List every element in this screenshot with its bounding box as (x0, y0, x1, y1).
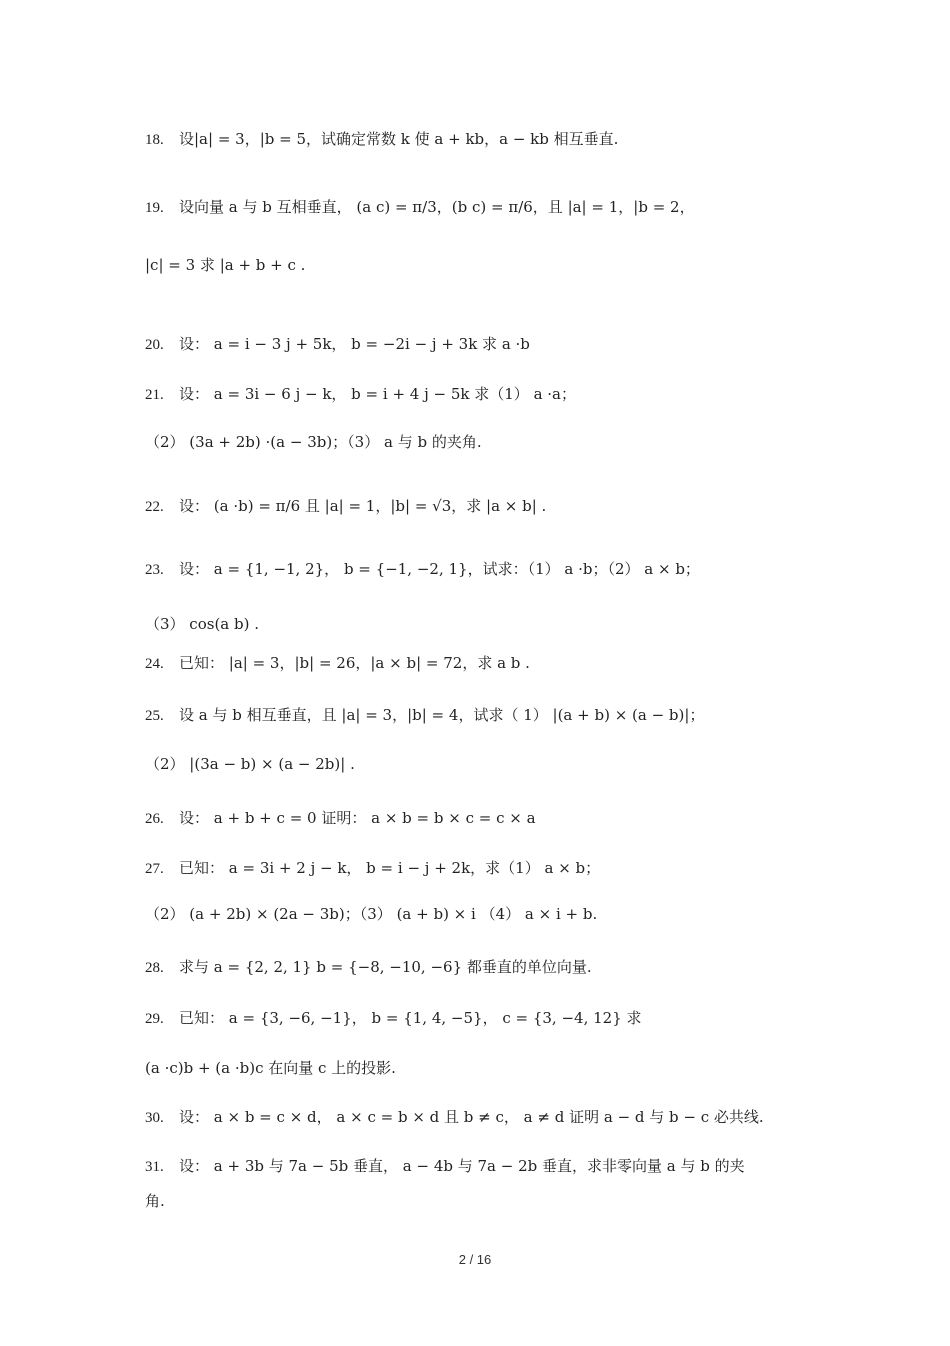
problem-28 (145, 956, 800, 979)
problem-23 (145, 558, 800, 581)
problem-number: 22. (145, 499, 164, 515)
problem-text: (a ·c)b + (a ·b)c 在向量 c 上的投影. (145, 1059, 396, 1077)
problem-text: （3） cos(a b) . (145, 615, 259, 633)
problem-text: 设： a + b + c = 0 证明： a × b = b × c = c × a (179, 809, 536, 827)
problem-27-cont (145, 903, 800, 925)
problem-number: 27. (145, 861, 164, 877)
problem-text: 已知： a = {3, −6, −1}， b = {1, 4, −5}， c = {3, −4, 12} 求 (179, 1009, 642, 1027)
problem-18 (145, 128, 800, 151)
page-number: 2 / 16 (458, 1252, 492, 1267)
problem-text: |c| = 3 求 |a + b + c . (145, 256, 306, 274)
problem-text: （2） (3a + 2b) ·(a − 3b)；（3） a 与 b 的夹角. (145, 433, 482, 451)
problem-19 (145, 196, 800, 219)
problem-31 (145, 1155, 800, 1178)
problem-27 (145, 857, 800, 880)
problem-text: 设 a 与 b 相互垂直，且 |a| = 3，|b| = 4，试求（ 1） |(a + b) × (a − b)|； (179, 706, 705, 724)
problem-31-cont (145, 1190, 800, 1212)
problem-number: 30. (145, 1110, 164, 1126)
problem-number: 23. (145, 562, 164, 578)
problem-22 (145, 495, 800, 518)
problem-number: 26. (145, 811, 164, 827)
problem-number: 28. (145, 960, 164, 976)
problem-text: 设： a = {1, −1, 2}， b = {−1, −2, 1}，试求：（1） a ·b；（2） a × b； (179, 560, 700, 578)
problem-number: 29. (145, 1011, 164, 1027)
problem-text: 已知： |a| = 3，|b| = 26，|a × b| = 72，求 a b . (179, 654, 530, 672)
problem-21-cont (145, 431, 800, 453)
problem-20 (145, 333, 800, 356)
problem-24 (145, 652, 800, 675)
problem-text: 角. (145, 1192, 165, 1210)
problem-21 (145, 383, 800, 406)
problem-25 (145, 704, 800, 727)
problem-number: 20. (145, 337, 164, 353)
problem-number: 24. (145, 656, 164, 672)
problem-text: 设： a + 3b 与 7a − 5b 垂直， a − 4b 与 7a − 2b 垂直，求非零向量 a 与 b 的夹 (179, 1157, 745, 1175)
problem-text: （2） |(3a − b) × (a − 2b)| . (145, 755, 355, 773)
problem-30 (145, 1106, 800, 1129)
problem-text: （2） (a + 2b) × (2a − 3b)；（3） (a + b) × i （4） a × i + b. (145, 905, 598, 923)
problem-text: 已知： a = 3i + 2 j − k， b = i − j + 2k，求（1） a × b； (179, 859, 601, 877)
problem-text: 设： a = 3i − 6 j − k， b = i + 4 j − 5k 求（1） a ·a； (179, 385, 576, 403)
problem-26 (145, 807, 800, 830)
problem-text: 设： a × b = c × d， a × c = b × d 且 b ≠ c， a ≠ d 证明 a − d 与 b − c 必共线. (179, 1108, 764, 1126)
problem-number: 19. (145, 200, 164, 216)
problem-number: 25. (145, 708, 164, 724)
problem-19-cont (145, 254, 800, 276)
problem-23-cont (145, 613, 800, 635)
problem-number: 18. (145, 132, 164, 148)
problem-text: 设|a| = 3，|b = 5，试确定常数 k 使 a + kb，a − kb 相互垂直. (179, 130, 619, 148)
problem-29-cont (145, 1057, 800, 1079)
problem-text: 设： a = i − 3 j + 5k， b = −2i − j + 3k 求 a ·b (179, 335, 530, 353)
problem-text: 设向量 a 与 b 互相垂直， (a c) = π/3，(b c) = π/6，且 |a| = 1，|b = 2， (179, 198, 695, 216)
problem-text: 求与 a = {2, 2, 1} b = {−8, −10, −6} 都垂直的单位向量. (179, 958, 592, 976)
problem-29 (145, 1007, 800, 1030)
problem-number: 31. (145, 1159, 164, 1175)
problem-text: 设： (a ·b) = π/6 且 |a| = 1，|b| = √3，求 |a × b| . (179, 497, 547, 515)
problem-25-cont (145, 753, 800, 775)
problem-number: 21. (145, 387, 164, 403)
